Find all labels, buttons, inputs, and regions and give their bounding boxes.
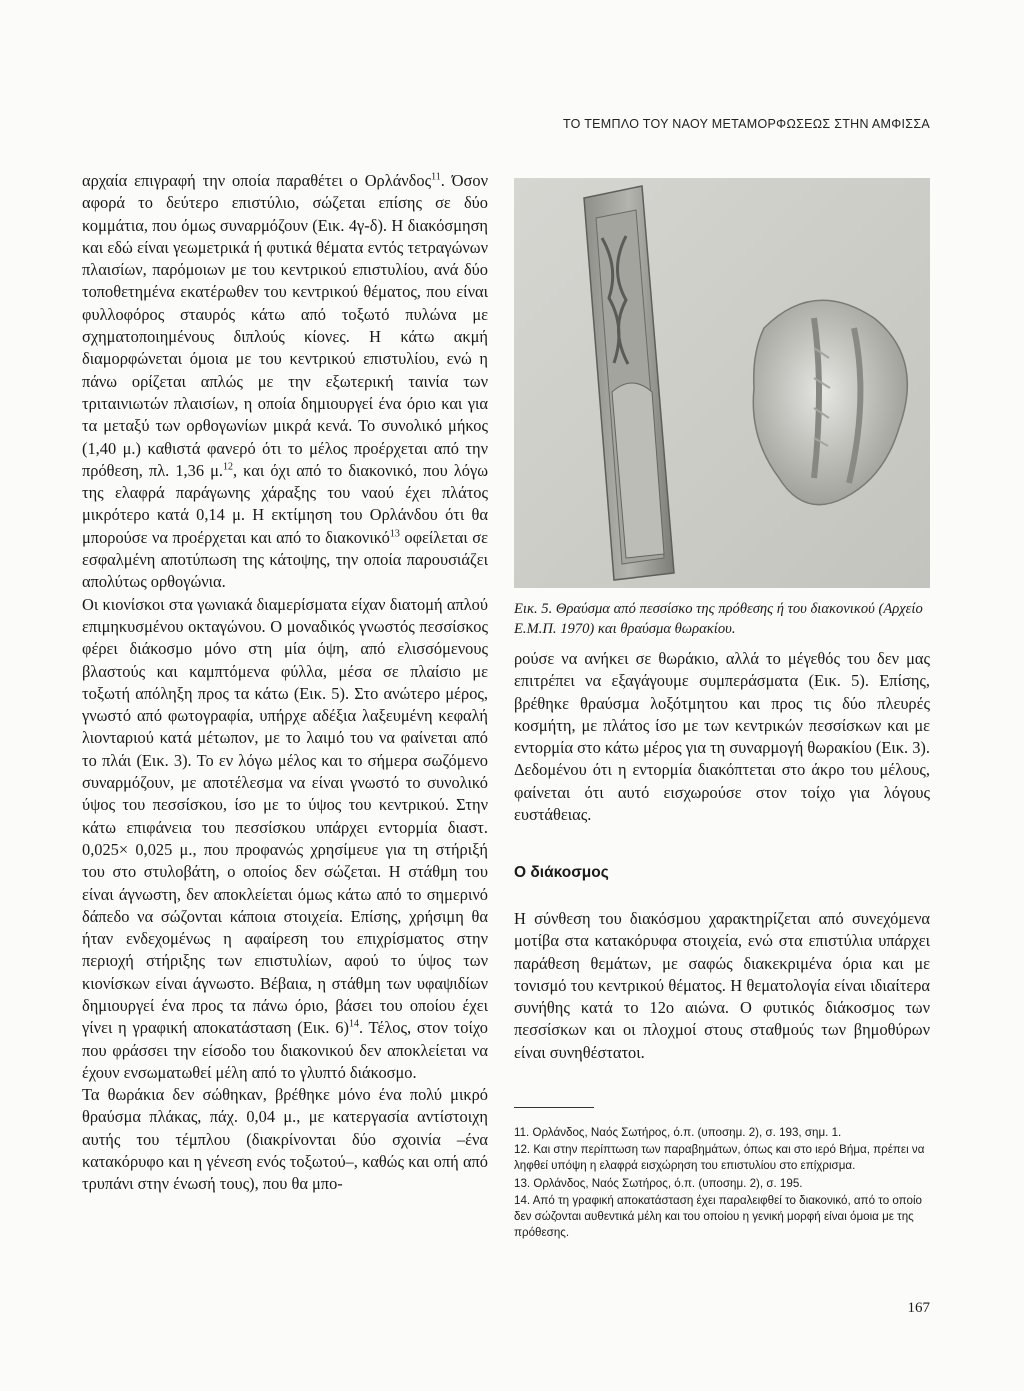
paragraph-continuation: ρούσε να ανήκει σε θωράκιο, αλλά το μέγεθός του δεν μας επιτρέπει να εξαγάγουμε συμπεράσματα (Εικ. 5). Επίσης, βρέθηκε θραύσμα λοξότμητου και προς τις δύο πλευρές κοσμήτη, με πλάτος ίσο με των κεντρικών πεσσίσκων και με εντορμία στο κάτω μέρος για τη συναρμογή θωρακίου (Εικ. 3). Δεδομένου ότι η εντορμία διακόπτεται στο άκρο του μέλους, φαίνεται ότι αυτό εισχωρούσε στον τοίχο για λόγους ευστάθειας. (514, 649, 930, 825)
footnote-divider (514, 1107, 594, 1108)
paragraph-2: Οι κιονίσκοι στα γωνιακά διαμερίσματα είχαν διατομή απλού επιμηκυσμένου οκταγώνου. Ο μοναδικός γνωστός πεσσίσκος φέρει διάκοσμο μόνο στη μία όψη, από ελισσόμενους βλαστούς και καμπτόμενα φύλλα, μέσα σε πλαίσιο με τοξωτή απόληξη προς τα κάτω (Εικ. 5). Στο ανώτερο μέρος, γνωστό από φωτογραφία, υπήρχε αδέξια λαξευμένη κεφαλή λιονταριού κατά μέτωπον, με το λαιμό του να φαίνεται από το πλάι (Εικ. 3). Το εν λόγω μέλος και το σήμερα σωζόμενο συναρμόζουν, με αποτέλεσμα να είναι γνωστό το συνολικό ύψος του πεσσίσκου, ίσο με το ύψος του κεντρικού. Στην κάτω επιφάνεια του πεσσίσκου υπάρχει εντορμία διαστ. 0,025× 0,025 μ., που προφανώς χρησίμευε για τη στήριξή του στο στυλοβάτη, ο οποίος δεν σώζεται. Η στάθμη του είναι άγνωστη, δεν αποκλείεται όμως κάτω από το σημερινό δάπεδο να σώζονται κάποια στοιχεία. Επίσης, χρήσιμη θα ήταν ενδεχομένως η αφαίρεση του επιχρίσματος στην περιοχή στήριξης των επιστυλίων, αφού το ύψος των κιονίσκων είναι άγνωστο. Βέβαια, η στάθμη των υφαψιδίων δημιουργεί ένα προς τα πάνω όριο, βάσει του οποίου έχει γίνει η γραφική αποκατάσταση (Εικ. 6)$^{14}$. Τέλος, στον τοίχο που φράσσει την είσοδο του διακονικού δεν αποκλείεται να έχουν ενσωματωθεί μέλη από το γλυπτό διάκοσμο. (82, 594, 488, 1082)
footnote-13: 13. Ορλάνδος, Ναός Σωτήρος, ό.π. (υποσημ. 2), σ. 195. (514, 1176, 803, 1190)
section-heading: Ο διάκοσμος (514, 864, 609, 881)
page-number: 167 (907, 1300, 930, 1316)
footnote-14: 14. Από τη γραφική αποκατάσταση έχει παραλειφθεί το διακονικό, από το οποίο δεν σώζονται αυθεντικά μέλη και του οποίου η γενική μορφή είναι όμοια με της πρόθεσης. (514, 1193, 922, 1240)
running-head: ΤΟ ΤΕΜΠΛΟ ΤΟΥ ΝΑΟΥ ΜΕΤΑΜΟΡΦΩΣΕΩΣ ΣΤΗΝ ΑΜΦΙΣΣΑ (562, 117, 930, 131)
footnote-ref-14[interactable]: 14 (348, 1018, 359, 1030)
footnote-12: 12. Και στην περίπτωση των παραβημάτων, όπως και στο ιερό Βήμα, πρέπει να ληφθεί υπόψη η ελαφρά εισχώρηση του επιστυλίου στο επίχρισμα. (514, 1143, 925, 1173)
footnote-ref-13[interactable]: 13 (389, 528, 400, 540)
right-column (514, 648, 930, 826)
footnote-11: 11. Ορλάνδος, Ναός Σωτήρος, ό.π. (υποσημ. 2), σ. 193, σημ. 1. (514, 1126, 842, 1139)
figure-caption: Εικ. 5. Θραύσμα από πεσσίσκο της πρόθεσης ή του διακονικού (Αρχείο Ε.Μ.Π. 1970) και θραύσμα θωρακίου. (514, 601, 923, 637)
left-column (82, 170, 488, 1196)
paragraph-3: Τα θωράκια δεν σώθηκαν, βρέθηκε μόνο ένα πολύ μικρό θραύσμα πλάκας, πάχ. 0,04 μ., με κατεργασία αντίστοιχη αυτής του τέμπλου (διακρίνονται δύο σχοινία –ένα κατακόρυφο και η γένεση ενός τοξωτού–, καθώς και οπή από τρυπάνι στην ένωσή τους), που θα μπο- (82, 1085, 488, 1194)
photo-illustration (514, 178, 930, 588)
footnote-ref-11[interactable]: 11 (431, 171, 441, 183)
footnote-ref-12[interactable]: 12 (223, 461, 233, 473)
paragraph-1: αρχαία επιγραφή την οποία παραθέτει ο Ορλάνδος$^{11}$. Όσον αφορά το δεύτερο επιστύλιο, σώζεται επίσης σε δύο κομμάτια, που όμως συναρμόζουν (Εικ. 4γ-δ). Η διακόσμηση και εδώ είναι γεωμετρικά ή φυτικά θέματα εντός τετραγώνων πλαισίων, παρόμοιων με του κεντρικού επιστυλίου, ανά δύο τοποθετημένα εκατέρωθεν του κεντρικού θέματος, που είναι φυλλοφόρος σταυρός κάτω από τοξωτό πυλώνα με σχηματοποιημένους διπλούς κίονες. Η κάτω ακμή διαμορφώνεται όμοια με του κεντρικού επιστυλίου, ενώ η πάνω ορίζεται απλώς με την εξωτερική ταινία των τριταινιωτών πλαισίων, η οποία δημιουργεί ένα όριο και για τα μεταξύ των ορθογωνίων μικρά κενά. Το συνολικό μήκος (1,40 μ.) καθιστά φανερό ότι το μέλος προέρχεται από την πρόθεση, πλ. 1,36 μ.$^{12}$, και όχι από το διακονικό, που λόγω της ελαφρά παράγωνης χάραξης του ναού έχει πλάτος μικρότερο κατά 0,14 μ. Η εκτίμηση του Ορλάνδου ότι θα μπορούσε να προέρχεται και από το διακονικό$^{13}$ οφείλεται σε εσφαλμένη αποτύπωση της κάτοψης, την οποία παρουσιάζει απολύτως ορθογώνια. (82, 171, 489, 592)
figure-5-photo (514, 178, 930, 588)
footnotes (514, 1125, 930, 1242)
section-body: Η σύνθεση του διακόσμου χαρακτηρίζεται από συνεχόμενα μοτίβα στα κατακόρυφα στοιχεία, ενώ στα επιστύλια υπάρχει παράθεση θεμάτων, με σαφώς διακεκριμένα όρια και με τονισμό του κεντρικού θέματος. Η θεματολογία είναι ιδιαίτερα συνήθης κατά το 12ο αιώνα. Ο φυτικός διάκοσμος των πεσσίσκων και οι πλοχμοί στους σταθμούς των βημοθύρων είναι συνηθέστατοι. (514, 909, 930, 1062)
